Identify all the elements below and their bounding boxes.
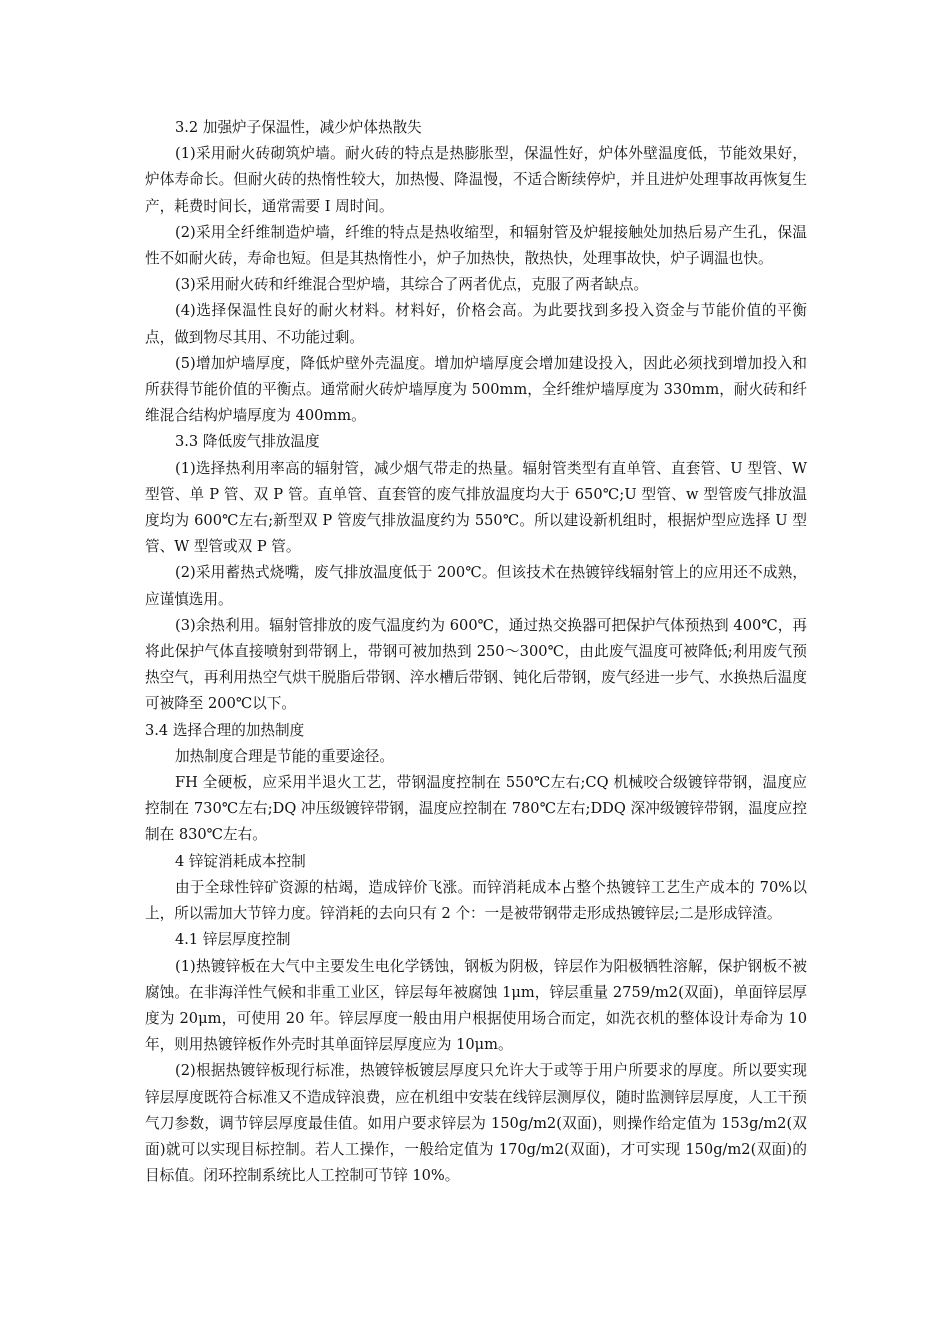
- section-heading-3-4: 3.4 选择合理的加热制度: [145, 721, 305, 739]
- paragraph: (3)余热利用。辐射管排放的废气温度约为 600℃，通过热交换器可把保护气体预热到 400℃，再将此保护气体直接喷射到带钢上，带钢可被加热到 250～300℃，由此废气温度可被降低;利用废气预热空气，再利用热空气烘干脱脂后带钢、淬水槽后带钢、钝化后带钢，废气经进一步气、水换热后温度可被降至 200℃以下。: [145, 616, 807, 713]
- paragraph: (1)采用耐火砖砌筑炉墙。耐火砖的特点是热膨胀型，保温性好，炉体外壁温度低，节能效果好，炉体寿命长。但耐火砖的热惰性较大，加热慢、降温慢，不适合断续停炉，并且进炉处理事故再恢复生产，耗费时间长，通常需要 I 周时间。: [145, 145, 807, 215]
- document-body: [145, 115, 807, 1189]
- paragraph: 由于全球性锌矿资源的枯竭，造成锌价飞涨。而锌消耗成本占整个热镀锌工艺生产成本的 70%以上，所以需加大节锌力度。锌消耗的去向只有 2 个：一是被带钢带走形成热镀锌层;二是形成锌渣。: [145, 878, 807, 923]
- paragraph: (2)采用全纤维制造炉墙，纤维的特点是热收缩型，和辐射管及炉辊接触处加热后易产生孔，保温性不如耐火砖，寿命也短。但是其热惰性小，炉子加热快，散热快，处理事故快，炉子调温也快。: [145, 223, 807, 268]
- section-heading-3-2: 3.2 加强炉子保温性，减少炉体热散失: [175, 119, 422, 136]
- paragraph: 加热制度合理是节能的重要途径。: [175, 747, 394, 765]
- paragraph: (1)热镀锌板在大气中主要发生电化学锈蚀，钢板为阴极，锌层作为阳极牺牲溶解，保护钢板不被腐蚀。在非海洋性气候和非重工业区，锌层每年被腐蚀 1μm，锌层重量 2759/m2(双面)，单面锌层厚度为 20μm，可使用 20 年。锌层厚度一般由用户根据使用场合而定，如洗衣机的整体设计寿命为 10 年，则用热镀锌板作外壳时其单面锌层厚度应为 10μm。: [145, 957, 807, 1054]
- paragraph: (1)选择热利用率高的辐射管，减少烟气带走的热量。辐射管类型有直单管、直套管、U 型管、W 型管、单 P 管、双 P 管。直单管、直套管的废气排放温度均大于 650℃;U 型管、w 型管废气排放温度均为 600℃左右;新型双 P 管废气排放温度约为 550℃。所以建设新机组时，根据炉型应选择 U 型管、W 型管或双 P 管。: [145, 459, 807, 556]
- section-heading-4: 4 锌锭消耗成本控制: [175, 852, 306, 870]
- section-heading-3-3: 3.3 降低废气排放温度: [175, 433, 320, 451]
- paragraph: (4)选择保温性良好的耐火材料。材料好，价格会高。为此要找到多投入资金与节能价值的平衡点，做到物尽其用、不功能过剩。: [145, 302, 807, 346]
- paragraph: (2)采用蓄热式烧嘴，废气排放温度低于 200℃。但该技术在热镀锌线辐射管上的应用还不成熟，应谨慎选用。: [145, 564, 807, 608]
- paragraph: FH 全硬板，应采用半退火工艺，带钢温度控制在 550℃左右;CQ 机械咬合级镀锌带钢，温度应控制在 730℃左右;DQ 冲压级镀锌带钢，温度应控制在 780℃左右;DDQ 深冲级镀锌带钢，温度应控制在 830℃左右。: [145, 774, 807, 844]
- paragraph: (3)采用耐火砖和纤维混合型炉墙，其综合了两者优点，克服了两者缺点。: [175, 276, 649, 294]
- section-heading-4-1: 4.1 锌层厚度控制: [175, 931, 291, 949]
- paragraph: (5)增加炉墙厚度，降低炉壁外壳温度。增加炉墙厚度会增加建设投入，因此必须找到增加投入和所获得节能价值的平衡点。通常耐火砖炉墙厚度为 500mm，全纤维炉墙厚度为 330mm，耐火砖和纤维混合结构炉墙厚度为 400mm。: [145, 354, 807, 425]
- paragraph: (2)根据热镀锌板现行标准，热镀锌板镀层厚度只允许大于或等于用户所要求的厚度。所以要实现锌层厚度既符合标准又不造成锌浪费，应在机组中安装在线锌层测厚仪，随时监测锌层厚度，人工干预气刀参数，调节锌层厚度最佳值。如用户要求锌层为 150g/m2(双面)，则操作给定值为 153g/m2(双面)就可以实现目标控制。若人工操作，一般给定值为 170g/m2(双面)，才可实现 150g/m2(双面)的目标值。闭环控制系统比人工控制可节锌 10%。: [145, 1062, 807, 1185]
